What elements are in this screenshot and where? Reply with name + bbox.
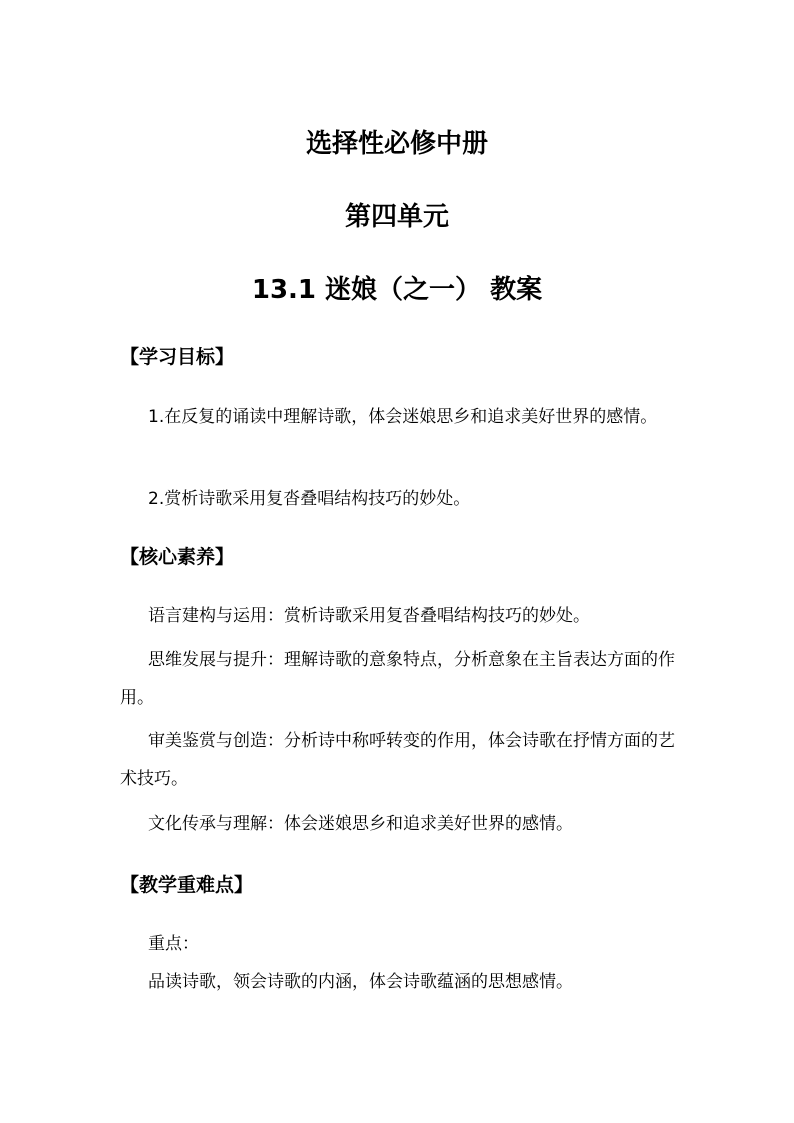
- doc-title-book: 选择性必修中册: [305, 129, 488, 159]
- goal-item-1: 1.在反复的诵读中理解诗歌，体会迷娘思乡和追求美好世界的感情。: [148, 407, 658, 427]
- core-item-culture: 文化传承与理解：体会迷娘思乡和追求美好世界的感情。: [148, 814, 573, 834]
- core-item-thinking: 思维发展与提升：理解诗歌的意象特点，分析意象在主旨表达方面的作用。: [120, 650, 675, 708]
- section-heading-core: 【核心素养】: [120, 546, 235, 568]
- keypoint-label: 重点：: [148, 934, 199, 954]
- section-heading-goals: 【学习目标】: [120, 346, 235, 368]
- keypoint-text: 品读诗歌，领会诗歌的内涵，体会诗歌蕴涵的思想感情。: [148, 972, 573, 992]
- goal-item-2: 2.赏析诗歌采用复沓叠唱结构技巧的妙处。: [148, 489, 471, 509]
- doc-title-unit: 第四单元: [344, 202, 449, 232]
- doc-title-lesson: 13.1 迷娘（之一） 教案: [251, 275, 543, 305]
- section-heading-keypoints: 【教学重难点】: [120, 874, 254, 896]
- core-item-language: 语言建构与运用：赏析诗歌采用复沓叠唱结构技巧的妙处。: [148, 606, 590, 626]
- core-item-aesthetic: 审美鉴赏与创造：分析诗中称呼转变的作用，体会诗歌在抒情方面的艺术技巧。: [120, 731, 675, 789]
